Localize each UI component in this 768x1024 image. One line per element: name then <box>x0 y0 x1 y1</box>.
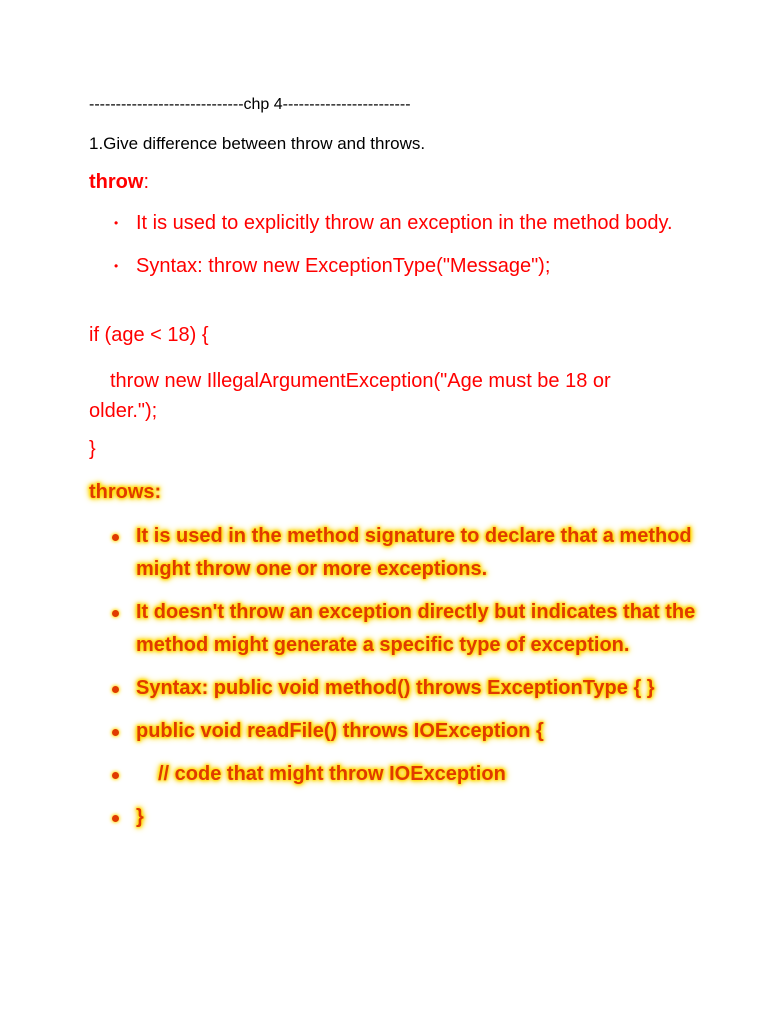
throws-bullet-text: } <box>136 806 144 828</box>
throws-bullet-text: // code that might throw IOException <box>158 763 506 785</box>
throw-heading-keyword: throw <box>89 171 144 193</box>
throws-bullet-text: It is used in the method signature to declare that a method might throw one or more exceptions. <box>136 525 692 580</box>
bullet-icon <box>112 815 119 822</box>
list-item <box>89 596 709 662</box>
throws-bullet-text: Syntax: public void method() throws ExceptionType { } <box>136 677 655 699</box>
bullet-icon <box>112 610 119 617</box>
bullet-icon <box>112 686 119 693</box>
bullet-icon: • <box>114 259 119 273</box>
bullet-icon <box>112 534 119 541</box>
list-item <box>89 520 709 586</box>
throws-bullet-list <box>89 520 709 844</box>
throw-code-line-3: } <box>89 438 96 460</box>
throws-bullet-text: public void readFile() throws IOException { <box>136 720 544 742</box>
throw-code-line-2: throw new IllegalArgumentException("Age must be 18 or older."); <box>89 370 611 422</box>
list-item <box>89 715 709 748</box>
question-title: 1.Give difference between throw and throws. <box>89 134 426 153</box>
bullet-icon: • <box>114 216 119 230</box>
list-item <box>89 801 709 834</box>
list-item <box>89 672 709 705</box>
throws-bullet-text: It doesn't throw an exception directly but indicates that the method might generate a specific type of exception. <box>136 601 696 656</box>
throw-bullet-text: Syntax: throw new ExceptionType("Message"); <box>136 255 551 277</box>
throws-heading: throws: <box>89 481 162 503</box>
throw-heading <box>89 171 149 194</box>
throw-heading-colon: : <box>143 171 149 193</box>
throw-bullet-list <box>89 208 689 294</box>
bullet-icon <box>112 772 119 779</box>
chapter-header: -----------------------------chp 4------------------------ <box>89 96 411 113</box>
list-item <box>89 208 689 239</box>
list-item <box>89 758 709 791</box>
bullet-icon <box>112 729 119 736</box>
throw-code-line-1: if (age < 18) { <box>89 324 209 346</box>
throw-bullet-text: It is used to explicitly throw an exception in the method body. <box>136 212 673 234</box>
list-item <box>89 251 689 282</box>
